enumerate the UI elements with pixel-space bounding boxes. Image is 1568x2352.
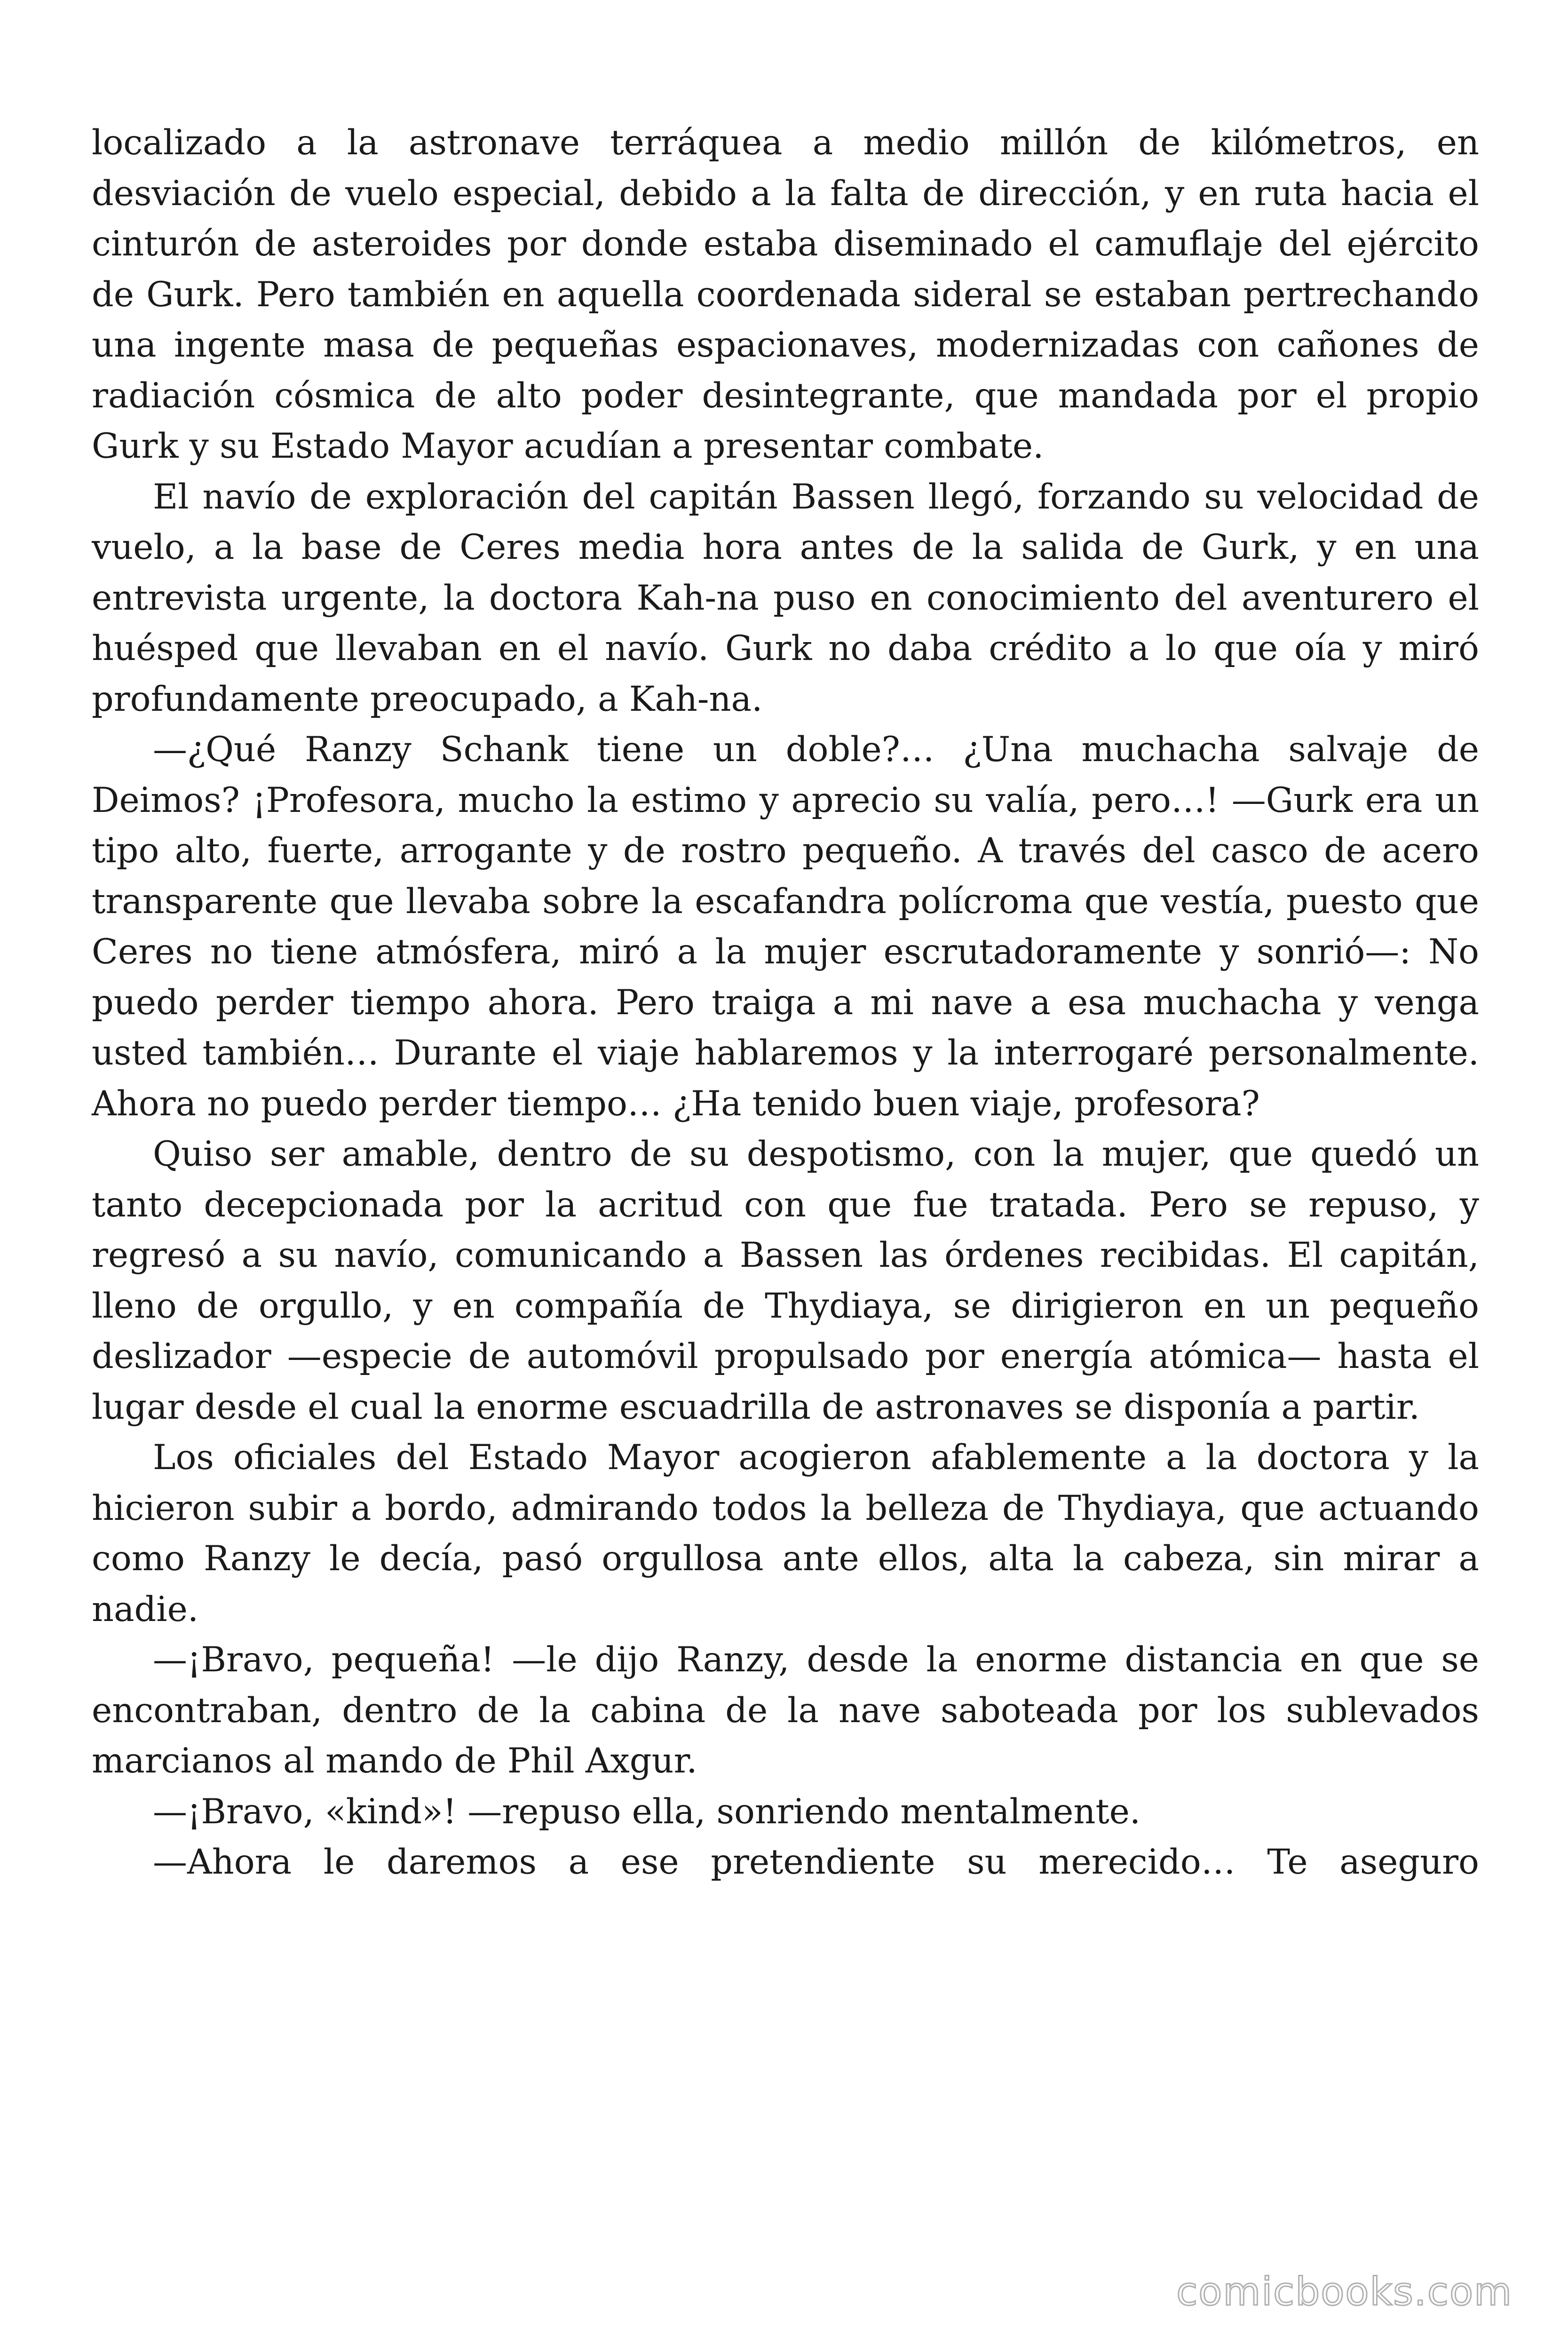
paragraph-1: localizado a la astronave terráquea a medio millón de kilómetros, en desviación de vuelo especial, debido a la falta de dirección, y en ruta hacia el cinturón de asteroides por donde estaba diseminado el camuflaje del ejército de Gurk. Pero también en aquella coordenada sideral se estaban pertrechando una ingente masa de pequeñas espacionaves, modernizadas con cañones de radiación cósmica de alto poder desintegrante, que mandada por el propio Gurk y su Estado Mayor acudían a presentar combate. — [92, 123, 1479, 466]
paragraph-4: Quiso ser amable, dentro de su despotismo, con la mujer, que quedó un tanto decepcionada por la acritud con que fue tratada. Pero se repuso, y regresó a su navío, comunicando a Bassen las órdenes recibidas. El capitán, lleno de orgullo, y en compañía de Thydiaya, se dirigieron en un pequeño deslizador —especie de automóvil propulsado por energía atómica— hasta el lugar desde el cual la enorme escuadrilla de astronaves se disponía a partir. — [92, 1134, 1479, 1427]
paragraph-2: El navío de exploración del capitán Bassen llegó, forzando su velocidad de vuelo, a la base de Ceres media hora antes de la salida de Gurk, y en una entrevista urgente, la doctora Kah-na puso en conocimiento del aventurero el huésped que llevaban en el navío. Gurk no daba crédito a lo que oía y miró profundamente preocupado, a Kah-na. — [92, 477, 1479, 719]
paragraph-3: —¿Qué Ranzy Schank tiene un doble?… ¿Una muchacha salvaje de Deimos? ¡Profesora, mucho la estimo y aprecio su valía, pero…! —Gurk era un tipo alto, fuerte, arrogante y de rostro pequeño. A través del casco de acero transparente que llevaba sobre la escafandra polícroma que vestía, puesto que Ceres no tiene atmósfera, miró a la mujer escrutadoramente y sonrió—: No puedo perder tiempo ahora. Pero traiga a mi nave a esa muchacha y venga usted también… Durante el viaje hablaremos y la interrogaré personalmente. Ahora no puedo perder tiempo… ¿Ha tenido buen viaje, profesora? — [92, 730, 1479, 1124]
book-page-body — [92, 118, 1479, 1888]
paragraph-6: —¡Bravo, pequeña! —le dijo Ranzy, desde la enorme distancia en que se encontraban, dentro de la cabina de la nave saboteada por los sublevados marcianos al mando de Phil Axgur. — [92, 1640, 1479, 1781]
watermark-text: comicbooks.com — [1176, 2270, 1513, 2314]
paragraph-7: —¡Bravo, «kind»! —repuso ella, sonriendo mentalmente. — [153, 1791, 1141, 1832]
paragraph-8: —Ahora le daremos a ese pretendiente su merecido… Te aseguro — [153, 1842, 1479, 1882]
paragraph-5: Los oficiales del Estado Mayor acogieron afablemente a la doctora y la hicieron subir a bordo, admirando todos la belleza de Thydiaya, que actuando como Ranzy le decía, pasó orgullosa ante ellos, alta la cabeza, sin mirar a nadie. — [92, 1438, 1479, 1629]
